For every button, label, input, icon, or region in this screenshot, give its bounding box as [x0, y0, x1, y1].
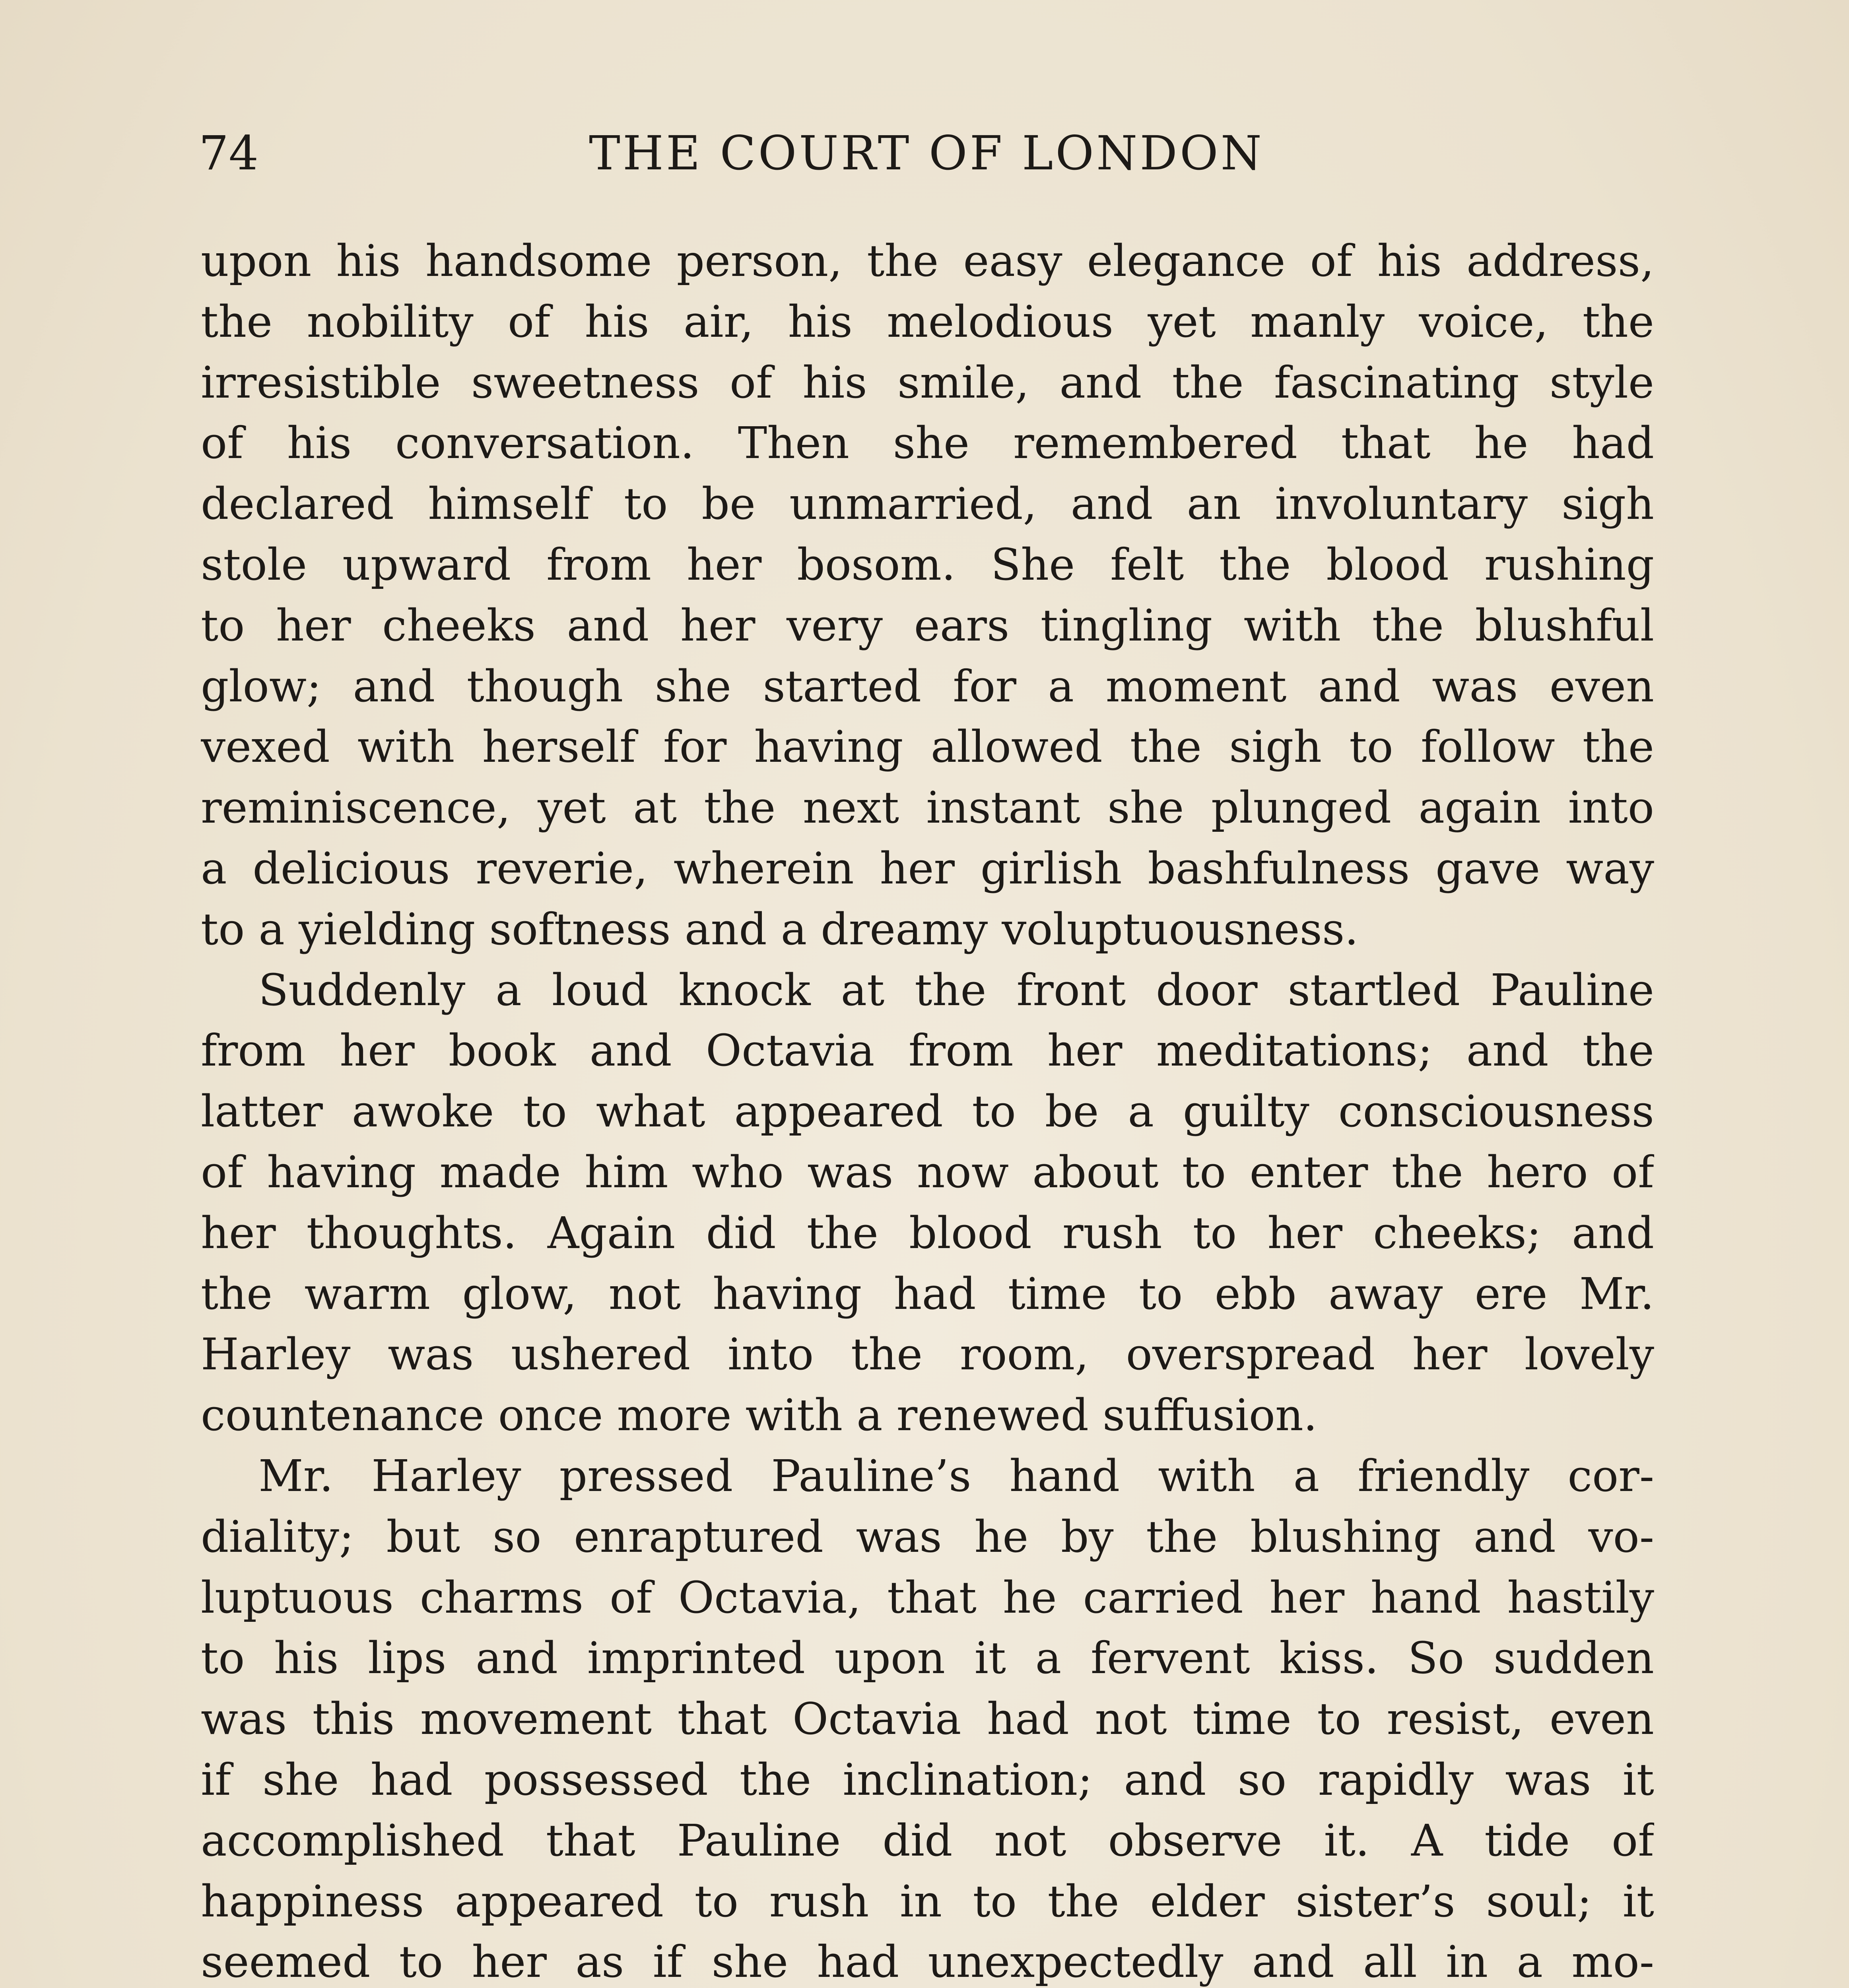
text-line: irresistible sweetness of his smile, and the fascinating style [201, 357, 1654, 408]
text-line: a delicious reverie, wherein her girlish bashfulness gave way [201, 843, 1654, 894]
text-line: the warm glow, not having had time to ebb away ere Mr. [201, 1268, 1654, 1319]
text-line: latter awoke to what appeared to be a guilty consciousness [201, 1086, 1654, 1137]
text-line: happiness appeared to rush in to the elder sister’s soul; it [201, 1875, 1654, 1927]
text-line: glow; and though she started for a moment and was even [201, 660, 1654, 712]
text-line: was this movement that Octavia had not time to resist, even [201, 1693, 1654, 1745]
text-line: from her book and Octavia from her meditations; and the [201, 1025, 1654, 1076]
text-line: to a yielding softness and a dreamy voluptuousness. [201, 903, 1359, 955]
text-line: if she had possessed the inclination; and so rapidly was it [201, 1754, 1654, 1805]
text-line: Suddenly a loud knock at the front door startled Pauline [258, 964, 1654, 1015]
book-title: THE COURT OF LONDON [589, 126, 1264, 181]
running-head [199, 119, 1654, 187]
text-line: the nobility of his air, his melodious yet manly voice, the [201, 296, 1654, 347]
paragraph [201, 960, 1654, 1446]
text-line: accomplished that Pauline did not observe it. A tide of [201, 1815, 1654, 1866]
text-line: reminiscence, yet at the next instant she plunged again into [201, 782, 1654, 833]
text-line: countenance once more with a renewed suffusion. [201, 1390, 1317, 1441]
text-line: diality; but so enraptured was he by the blushing and vo- [201, 1511, 1654, 1562]
text-line: Harley was ushered into the room, overspread her lovely [201, 1329, 1654, 1380]
paragraph [201, 231, 1654, 960]
paragraph [201, 1446, 1654, 1988]
text-line: declared himself to be unmarried, and an involuntary sigh [201, 478, 1654, 530]
text-line: vexed with herself for having allowed the sigh to follow the [201, 721, 1654, 773]
text-line: seemed to her as if she had unexpectedly and all in a mo- [201, 1936, 1654, 1988]
text-line: of having made him who was now about to enter the hero of [201, 1146, 1654, 1198]
page-number: 74 [199, 126, 259, 181]
text-line: stole upward from her bosom. She felt the blood rushing [201, 539, 1654, 590]
text-line: Mr. Harley pressed Pauline’s hand with a friendly cor- [258, 1450, 1654, 1501]
text-line: of his conversation. Then she remembered that he had [201, 417, 1654, 469]
text-line: her thoughts. Again did the blood rush to her cheeks; and [201, 1207, 1654, 1258]
body-text [201, 231, 1654, 1988]
text-line: to her cheeks and her very ears tingling with the blushful [201, 600, 1654, 651]
text-line: upon his handsome person, the easy elegance of his address, [201, 235, 1654, 286]
text-line: to his lips and imprinted upon it a fervent kiss. So sudden [201, 1633, 1654, 1684]
text-line: luptuous charms of Octavia, that he carried her hand hastily [201, 1572, 1654, 1623]
